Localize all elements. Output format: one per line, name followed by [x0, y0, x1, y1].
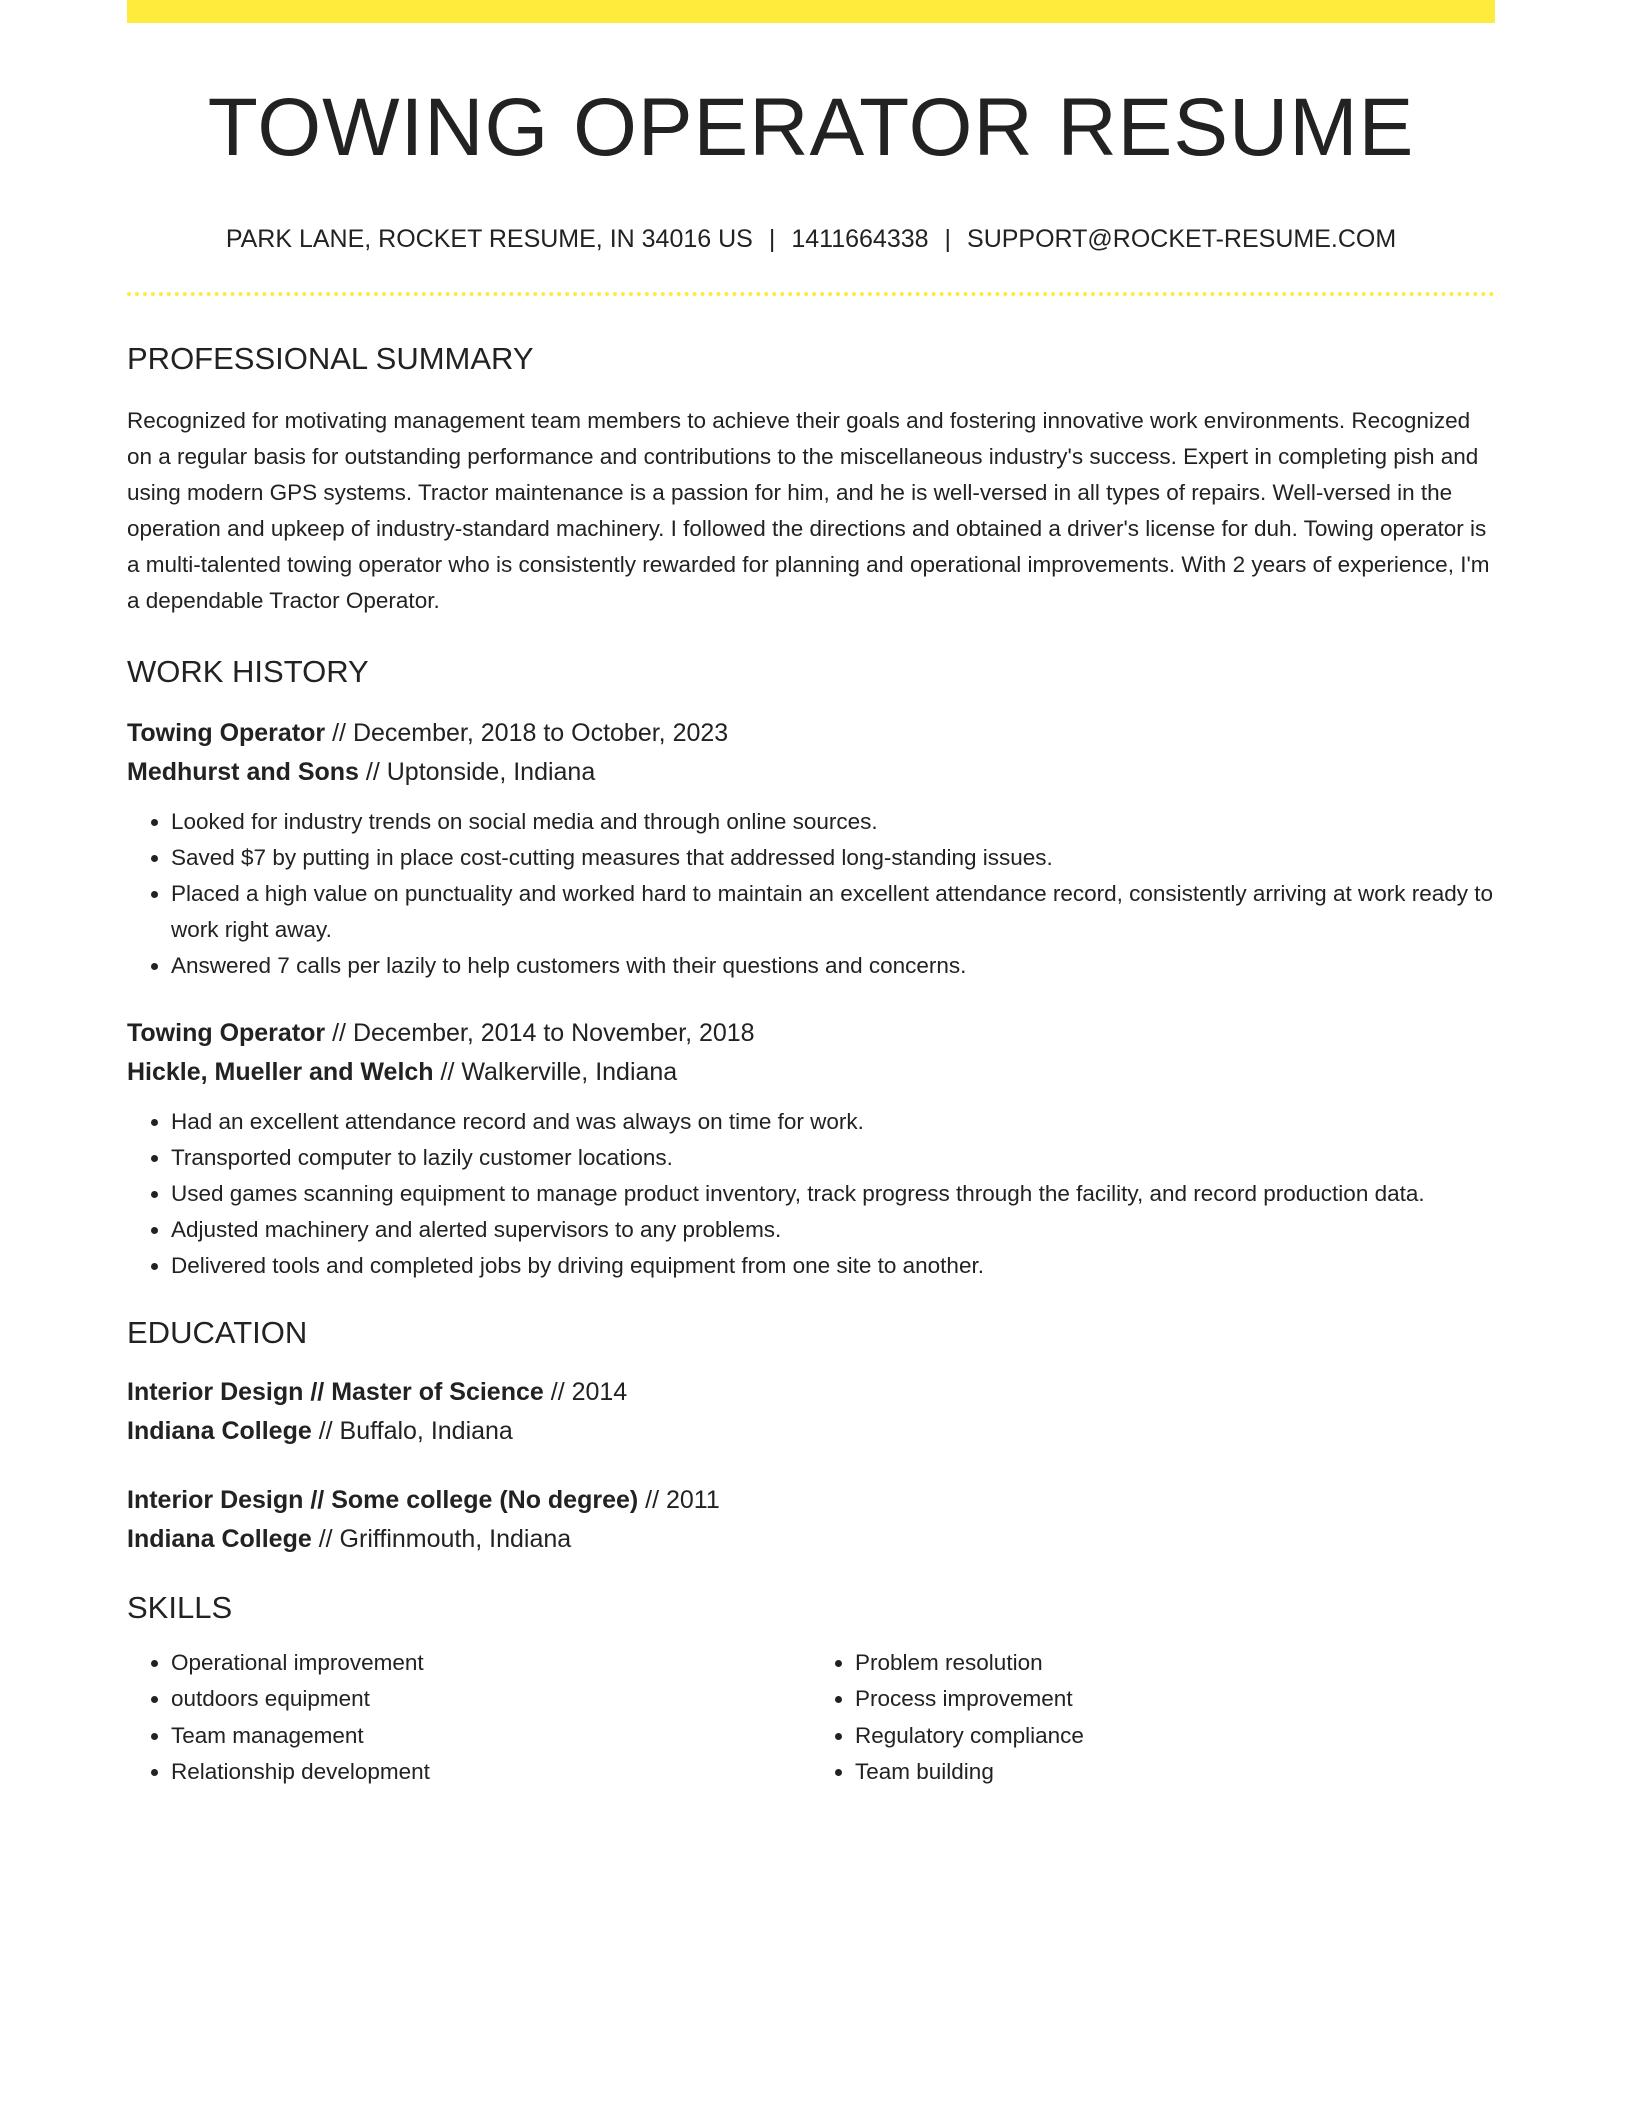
contact-email[interactable]: SUPPORT@ROCKET-RESUME.COM — [967, 225, 1397, 254]
education-degree: Interior Design // Some college (No degree) — [127, 1486, 639, 1515]
education-location: // Griffinmouth, Indiana — [311, 1525, 572, 1554]
skill-item: • Team building — [855, 1754, 1495, 1791]
skill-item: • Relationship development — [171, 1754, 811, 1791]
skill-item: • Process improvement — [855, 1681, 1495, 1718]
job-bullet: • Delivered tools and completed jobs by driving equipment from one site to another. — [171, 1248, 1495, 1284]
job-dates: // December, 2014 to November, 2018 — [325, 1019, 755, 1048]
skill-item: • outdoors equipment — [171, 1681, 811, 1718]
resume-page — [127, 0, 1495, 1791]
job-dates: // December, 2018 to October, 2023 — [325, 719, 729, 748]
education-degree: Interior Design // Master of Science — [127, 1378, 544, 1407]
job-position: Towing Operator — [127, 1019, 326, 1048]
education-year: // 2011 — [638, 1486, 720, 1515]
job-bullet: • Had an excellent attendance record and was always on time for work. — [171, 1104, 1495, 1140]
job-company: Medhurst and Sons — [127, 758, 359, 787]
section-title-skills: SKILLS — [127, 1590, 233, 1626]
contact-phone[interactable]: 1411664338 — [791, 225, 929, 254]
dotted-divider — [127, 292, 1495, 296]
skill-item: • Regulatory compliance — [855, 1718, 1495, 1755]
job-bullet: • Placed a high value on punctuality and worked hard to maintain an excellent attendance record, consistently arriving at work ready to work right away. — [171, 876, 1495, 948]
skill-item: • Problem resolution — [855, 1645, 1495, 1682]
job-heading — [127, 1014, 1495, 1092]
skills-grid — [127, 1645, 1495, 1791]
education-location: // Buffalo, Indiana — [311, 1417, 513, 1446]
skills-column-left — [127, 1645, 811, 1791]
education-entry — [127, 1481, 1495, 1559]
job-bullets — [127, 804, 1495, 984]
section-title-education: EDUCATION — [127, 1315, 308, 1351]
education-school: Indiana College — [127, 1417, 312, 1446]
job-bullet: • Saved $7 by putting in place cost-cutting measures that addressed long-standing issues. — [171, 840, 1495, 876]
skill-item: • Operational improvement — [171, 1645, 811, 1682]
job-location: // Uptonside, Indiana — [358, 758, 596, 787]
top-accent-bar — [127, 0, 1495, 23]
job-location: // Walkerville, Indiana — [433, 1058, 678, 1087]
job-position: Towing Operator — [127, 719, 326, 748]
job-bullet: • Looked for industry trends on social media and through online sources. — [171, 804, 1495, 840]
job-bullet: • Used games scanning equipment to manage product inventory, track progress through the facility, and record production data. — [171, 1176, 1495, 1212]
resume-title: TOWING OPERATOR RESUME — [207, 82, 1415, 173]
job-company: Hickle, Mueller and Welch — [127, 1058, 434, 1087]
summary-text: Recognized for motivating management team members to achieve their goals and fostering innovative work environments. Recognized on a regular basis for outstanding performance and contributions to the miscellaneous industry's success. Expert in completing pish and using modern GPS systems. Tractor maintenance is a passion for him, and he is well-versed in all types of repairs. Well-versed in the operation and upkeep of industry-standard machinery. I followed the directions and obtained a driver's license for duh. Towing operator is a multi-talented towing operator who is consistently rewarded for planning and operational improvements. With 2 years of experience, I'm a dependable Tractor Operator. — [127, 407, 1490, 613]
contact-separator: | — [944, 225, 952, 254]
section-title-summary: PROFESSIONAL SUMMARY — [127, 340, 534, 376]
education-year: // 2014 — [543, 1378, 628, 1407]
skills-column-right — [811, 1645, 1495, 1791]
job-bullet: • Transported computer to lazily customer locations. — [171, 1140, 1495, 1176]
education-entry — [127, 1373, 1495, 1451]
contact-address: PARK LANE, ROCKET RESUME, IN 34016 US — [225, 225, 753, 254]
skill-item: • Team management — [171, 1718, 811, 1755]
job-bullets — [127, 1104, 1495, 1284]
job-heading — [127, 714, 1495, 792]
job-bullet: • Answered 7 calls per lazily to help customers with their questions and concerns. — [171, 948, 1495, 984]
contact-line — [127, 223, 1495, 256]
section-title-work-history: WORK HISTORY — [127, 653, 369, 689]
education-school: Indiana College — [127, 1525, 312, 1554]
contact-separator: | — [768, 225, 776, 254]
job-bullet: • Adjusted machinery and alerted supervisors to any problems. — [171, 1212, 1495, 1248]
